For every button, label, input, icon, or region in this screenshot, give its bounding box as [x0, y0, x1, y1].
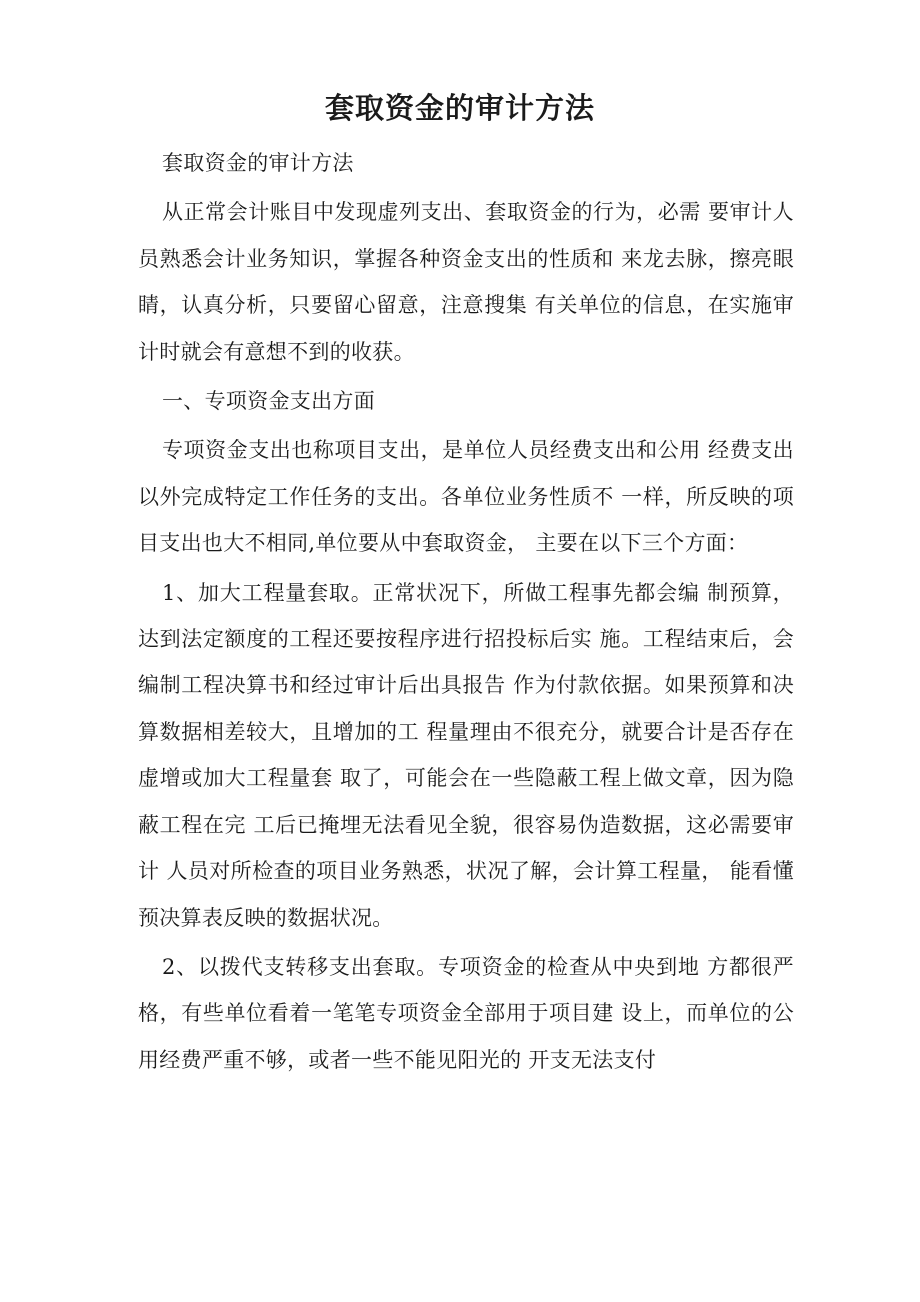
paragraph-item-2: 2、以拨代支转移支出套取。专项资金的检查从中央到地 方都很严格，有些单位看着一笔笔专项资金全部用于项目建 设上，而单位的公用经费严重不够，或者一些不能见阳光的 开支无法支付	[138, 954, 794, 1072]
paragraph-subtitle: 套取资金的审计方法	[162, 151, 354, 175]
paragraph-item-1: 1、加大工程量套取。正常状况下，所做工程事先都会编 制预算，达到法定额度的工程还要按程序进行招投标后实 施。工程结束后，会编制工程决算书和经过审计后出具报告 作为付款依据。如果预算和决算数据相差较大，且增加的工 程量理由不很充分，就要合计是否存在虚增或加大工程量套 取了，可能会在一些隐蔽工程上做文章，因为隐蔽工程在完 工后已掩埋无法看见全貌，很容易伪造数据，这必需要审计 人员对所检查的项目业务熟悉，状况了解，会计算工程量， 能看懂预决算表反映的数据状况。	[138, 580, 794, 930]
document-body	[138, 140, 794, 1086]
paragraph-special-funds: 专项资金支出也称项目支出，是单位人员经费支出和公用 经费支出以外完成特定工作任务的支出。各单位业务性质不 一样，所反映的项目支出也大不相同,单位要从中套取资金， 主要在以下三个方面：	[138, 438, 794, 556]
document-title: 套取资金的审计方法	[324, 91, 595, 125]
paragraph-intro: 从正常会计账目中发现虚列支出、套取资金的行为，必需 要审计人员熟悉会计业务知识，掌握各种资金支出的性质和 来龙去脉，擦亮眼睛，认真分析，只要留心留意，注意搜集 有关单位的信息，在实施审计时就会有意想不到的收获。	[138, 200, 794, 364]
section-heading-1: 一、专项资金支出方面	[162, 389, 375, 414]
